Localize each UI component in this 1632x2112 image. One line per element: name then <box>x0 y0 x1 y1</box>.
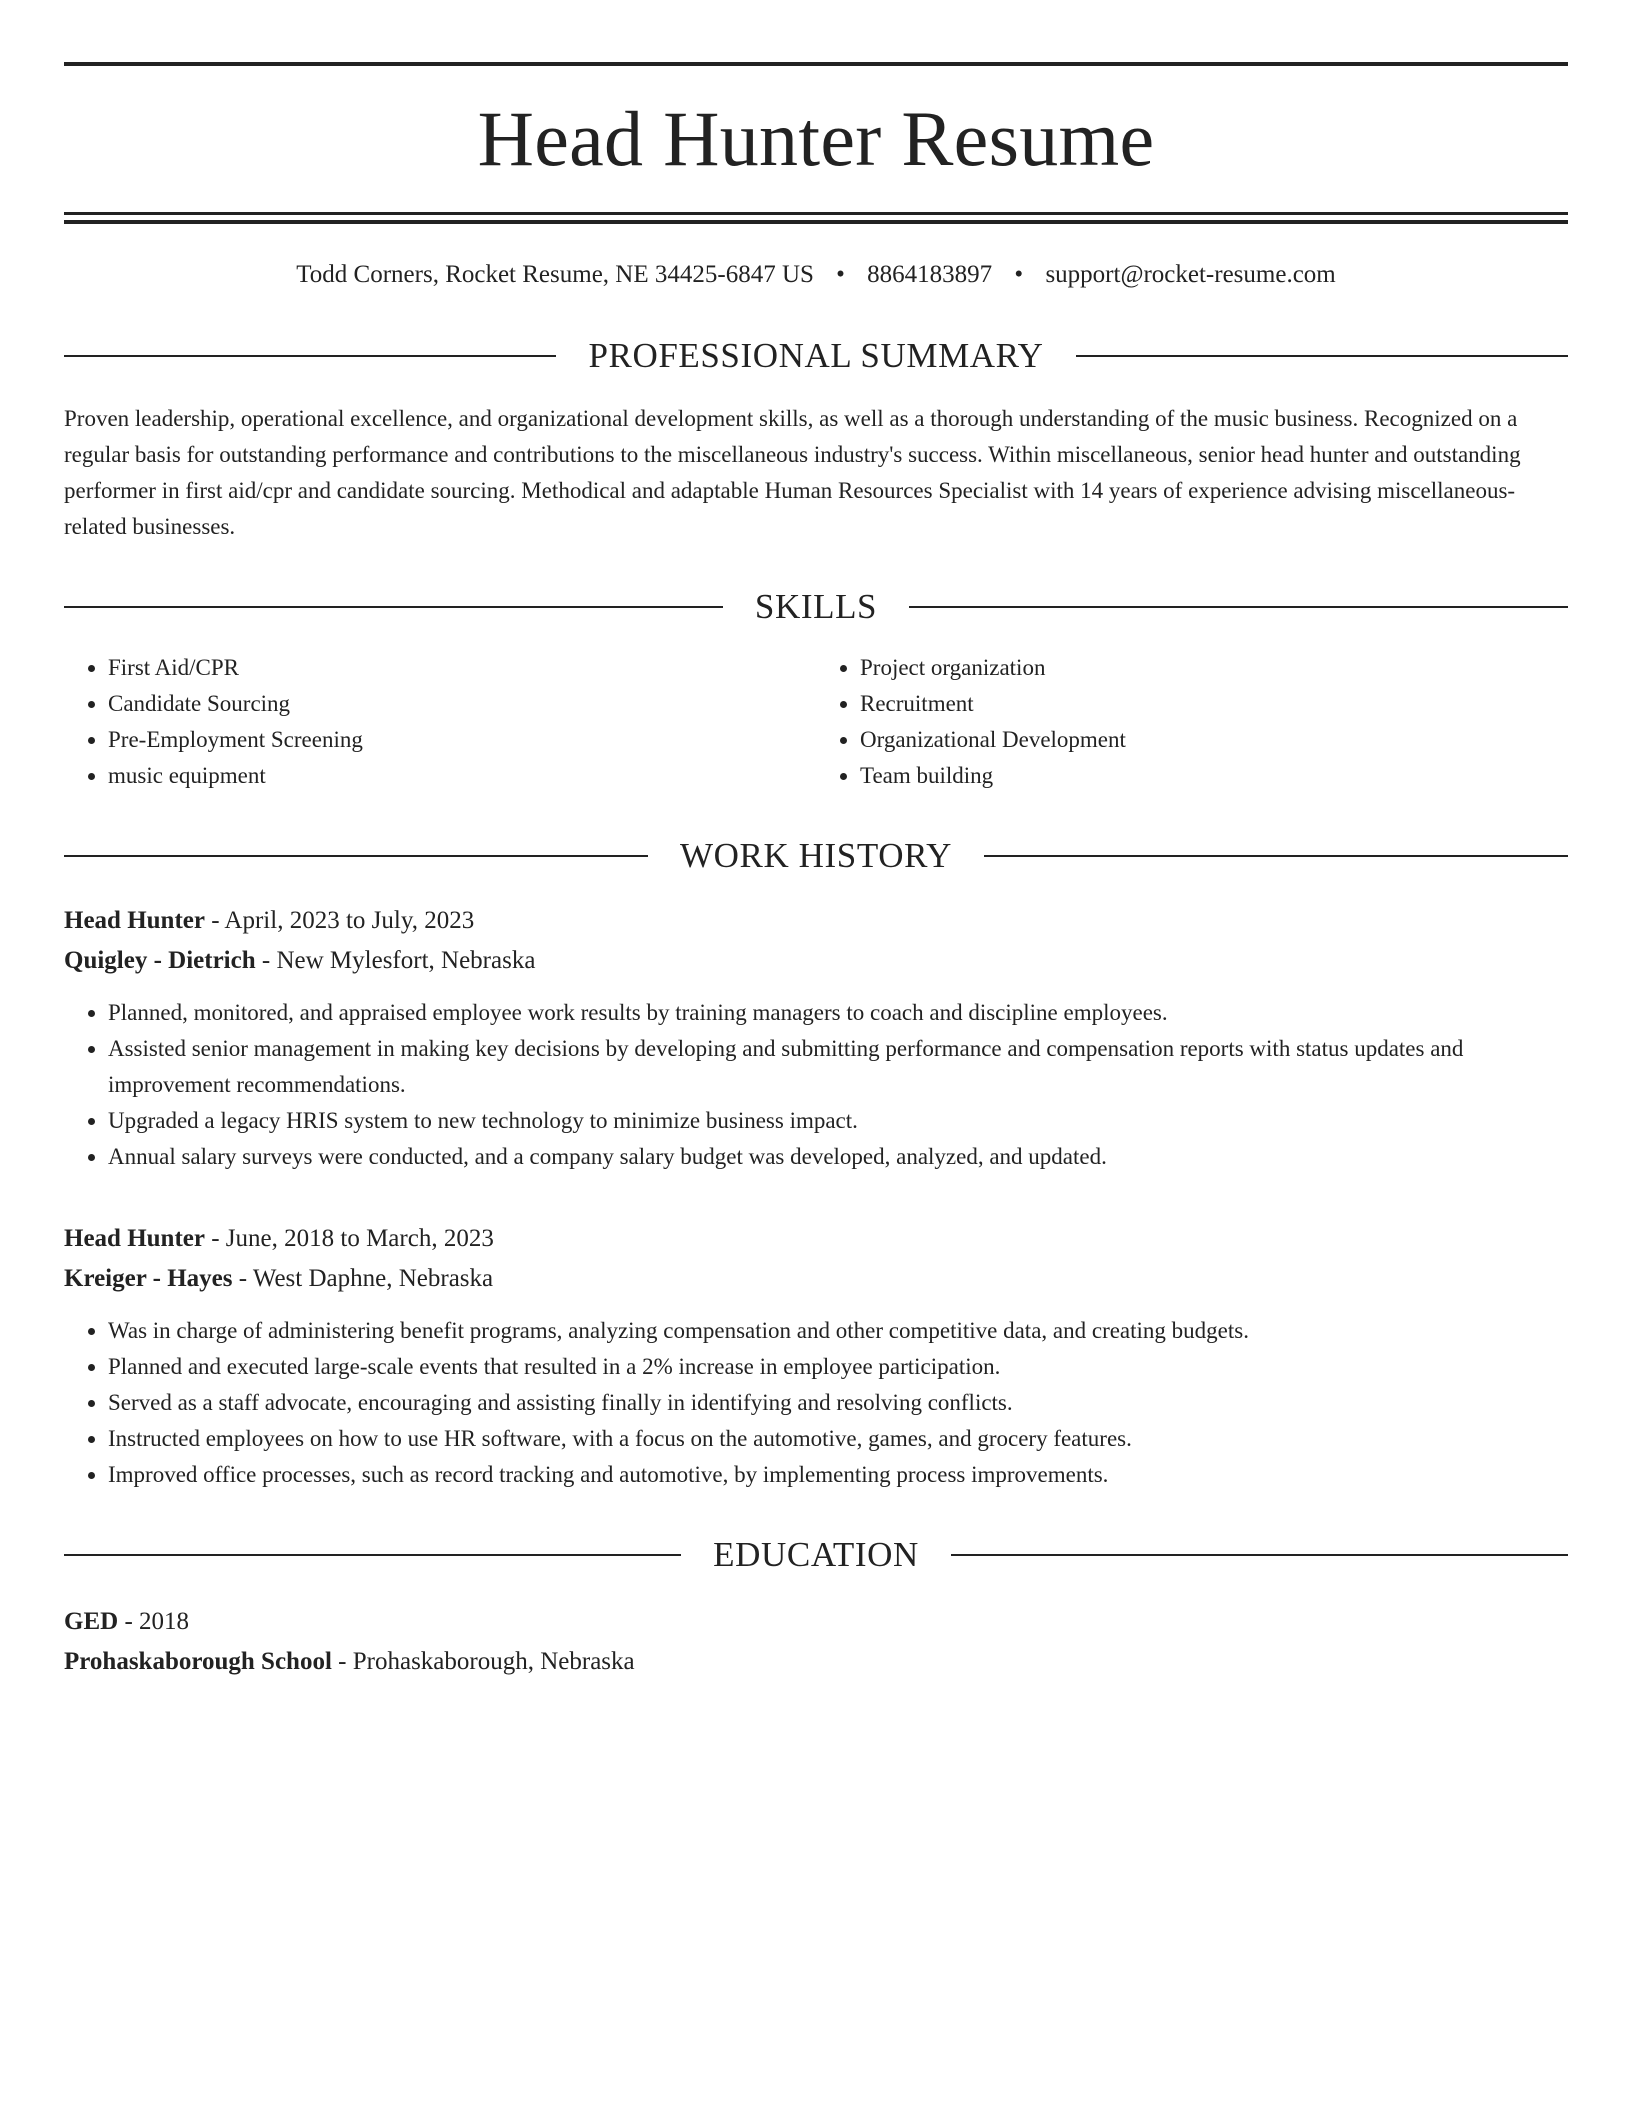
skills-section-heading <box>64 589 1568 624</box>
heading-rule-right <box>951 1554 1568 1556</box>
work-heading: WORK HISTORY <box>680 836 952 875</box>
education-dash: - <box>338 1648 353 1675</box>
contact-email: support@rocket-resume.com <box>1045 261 1336 288</box>
work-section-heading <box>64 838 1568 873</box>
contact-separator: • <box>1014 261 1024 288</box>
summary-heading: PROFESSIONAL SUMMARY <box>588 336 1044 375</box>
skills-list-left <box>64 650 816 794</box>
summary-text: Proven leadership, operational excellence, and organizational development skills, as well as a thorough understanding of the music business. Recognized on a regular basis for outstanding performance and contributions to the miscellaneous industry's success. Within miscellaneous, senior head hunter and outstanding performer in first aid/cpr and candidate sourcing. Methodical and adaptable Human Resources Specialist with 14 years of experience advising miscellaneous-related businesses. <box>64 406 1521 539</box>
page-title: Head Hunter Resume <box>477 95 1155 182</box>
job-location: New Mylesfort, Nebraska <box>276 947 536 974</box>
job-dash: - <box>211 1225 226 1252</box>
job-bullet: • Planned and executed large-scale events that resulted in a 2% increase in employee participation. <box>108 1349 1568 1385</box>
job-dash: - <box>261 947 277 974</box>
job-bullet: • Upgraded a legacy HRIS system to new technology to minimize business impact. <box>108 1103 1568 1139</box>
education-degree: GED <box>64 1608 119 1635</box>
education-school-line <box>64 1642 1568 1682</box>
job-title-line <box>64 1219 1568 1259</box>
job-entry <box>64 901 1568 1175</box>
heading-rule-right <box>909 606 1568 608</box>
heading-rule-right <box>984 855 1568 857</box>
header-double-rule <box>64 212 1568 224</box>
heading-rule-right <box>1076 355 1568 357</box>
skill-item: • Candidate Sourcing <box>108 686 816 722</box>
education-degree-line <box>64 1602 1568 1642</box>
job-company: Quigley - Dietrich <box>64 947 256 974</box>
skills-list-right <box>816 650 1568 794</box>
job-bullets <box>64 995 1568 1175</box>
job-bullet: • Instructed employees on how to use HR software, with a focus on the automotive, games, and grocery features. <box>108 1421 1568 1457</box>
job-company-line <box>64 941 1568 981</box>
heading-rule-left <box>64 355 556 357</box>
skill-item: • Project organization <box>860 650 1568 686</box>
job-entry <box>64 1219 1568 1493</box>
education-school: Prohaskaborough School <box>64 1648 332 1675</box>
job-title-line <box>64 901 1568 941</box>
skill-item: • music equipment <box>108 758 816 794</box>
contact-address: Todd Corners, Rocket Resume, NE 34425-6847 US <box>296 261 814 288</box>
contact-separator: • <box>836 261 845 288</box>
skill-item: • Pre-Employment Screening <box>108 722 816 758</box>
job-title: Head Hunter <box>64 907 205 934</box>
education-heading: EDUCATION <box>713 1535 919 1574</box>
education-dash: - <box>124 1608 140 1635</box>
job-bullet: • Served as a staff advocate, encouraging and assisting finally in identifying and resolving conflicts. <box>108 1385 1568 1421</box>
skill-item: • Recruitment <box>860 686 1568 722</box>
education-year: 2018 <box>139 1608 190 1635</box>
contact-line <box>64 260 1568 290</box>
job-location: West Daphne, Nebraska <box>252 1265 494 1292</box>
job-bullet: • Was in charge of administering benefit programs, analyzing compensation and other competitive data, and creating budgets. <box>108 1313 1568 1349</box>
education-location: Prohaskaborough, Nebraska <box>352 1648 635 1675</box>
job-company: Kreiger - Hayes <box>64 1265 233 1292</box>
skills-grid <box>64 650 1568 794</box>
job-bullets <box>64 1313 1568 1493</box>
education-entry <box>64 1602 1568 1682</box>
job-dates: April, 2023 to July, 2023 <box>224 907 475 934</box>
skill-item: • First Aid/CPR <box>108 650 816 686</box>
job-dates: June, 2018 to March, 2023 <box>225 1225 494 1252</box>
summary-section-heading <box>64 338 1568 373</box>
job-dash: - <box>238 1265 253 1292</box>
skills-heading: SKILLS <box>754 587 878 626</box>
contact-phone: 8864183897 <box>867 261 993 288</box>
heading-rule-left <box>64 606 723 608</box>
job-bullet: • Annual salary surveys were conducted, and a company salary budget was developed, analyzed, and updated. <box>108 1139 1568 1175</box>
job-company-line <box>64 1259 1568 1299</box>
job-bullet: • Assisted senior management in making key decisions by developing and submitting performance and compensation reports with status updates and improvement recommendations. <box>108 1031 1568 1103</box>
skill-item: • Team building <box>860 758 1568 794</box>
job-bullet: • Improved office processes, such as record tracking and automotive, by implementing process improvements. <box>108 1457 1568 1493</box>
job-bullet: • Planned, monitored, and appraised employee work results by training managers to coach and discipline employees. <box>108 995 1568 1031</box>
job-title: Head Hunter <box>64 1225 205 1252</box>
heading-rule-left <box>64 855 648 857</box>
header-top-rule <box>64 62 1568 66</box>
skill-item: • Organizational Development <box>860 722 1568 758</box>
education-section-heading <box>64 1537 1568 1572</box>
job-dash: - <box>211 907 225 934</box>
heading-rule-left <box>64 1554 681 1556</box>
